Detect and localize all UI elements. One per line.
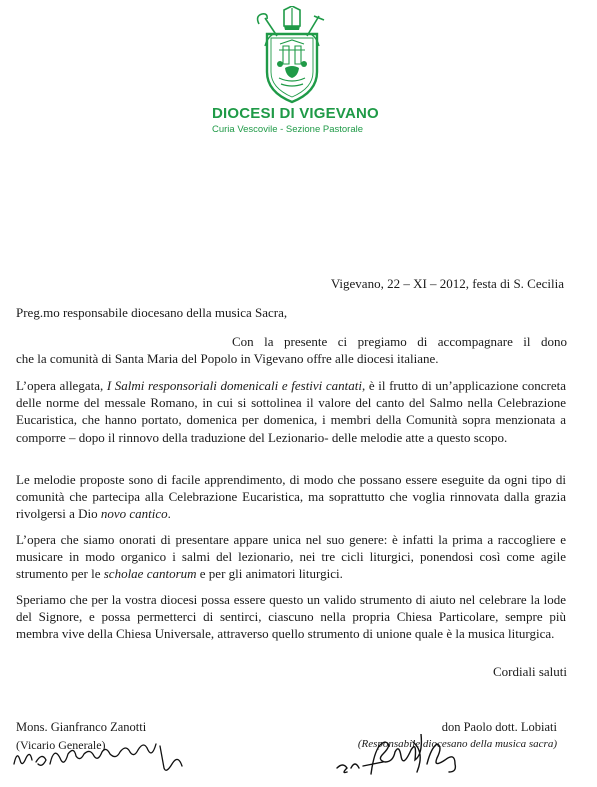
organization-subtitle: Curia Vescovile - Sezione Pastorale — [212, 124, 364, 135]
organization-name: DIOCESI DI VIGEVANO — [212, 105, 379, 122]
paragraph-1-text-a: L’opera allegata, — [16, 378, 107, 393]
handwritten-signature-right — [335, 734, 475, 782]
handwritten-signature-left — [10, 738, 190, 778]
signatory-left-name: Mons. Gianfranco Zanotti — [16, 720, 147, 734]
letter-salutation: Preg.mo responsabile diocesano della musica Sacra, — [16, 305, 288, 320]
signatory-left-role: (Vicario Generale) — [16, 738, 106, 752]
work-title: I Salmi responsoriali domenicali e festivi cantati — [106, 378, 363, 393]
paragraph-1-text-b: , è il frutto di un’applicazione concreta delle norme del messale Romano, in cui si sottolinea il valore del canto del Salmo nella Celebrazione Eucaristica, che hanno portato, domenica per domenica, i membri della Comunità sopra menzionata a comporre – dopo il rinnovo della traduzione del Lezionario- delle melodie atte a questo scopo. — [16, 378, 566, 445]
paragraph-4: Speriamo che per la vostra diocesi possa essere questo un valido strumento di aiuto nel celebrare la lode del Signore, e possa permetterci di sentirci, ciascuno nella propria Chiesa Particolare, sempre più membra vive della Chiesa Universale, attraverso quello strumento di unione quale è la musica liturgica. — [16, 592, 566, 642]
novo-cantico: novo cantico — [100, 506, 168, 522]
paragraph-3-text-b: e per gli animatori liturgici. — [196, 566, 343, 582]
letterhead — [0, 0, 597, 150]
closing-greeting: Cordiali saluti — [492, 664, 567, 679]
paragraph-1 — [16, 377, 566, 446]
signatory-right-name: don Paolo dott. Lobiati — [441, 720, 557, 734]
paragraph-2-text-b: . — [167, 506, 171, 522]
scholae-cantorum: scholae cantorum — [103, 566, 197, 582]
paragraph-3 — [16, 531, 566, 583]
intro-line-2: che la comunità di Santa Maria del Popolo in Vigevano offre alle diocesi italiane. — [16, 351, 439, 366]
paragraph-2 — [16, 471, 566, 523]
paragraph-2-text-a: Le melodie proposte sono di facile apprendimento, di modo che possano essere eseguite da ogni tipo di comunità che partecipa alla Celebrazione Eucaristica, ma soprattutto che voglia rinnovata dalla grazia rivolgersi a Dio — [16, 472, 566, 522]
diocesan-crest-icon — [253, 6, 331, 104]
paragraph-3-text-a: L’opera che siamo onorati di presentare appare unica nel suo genere: è infatti la prima a raccogliere e musicare in modo organico i salmi del lezionario, nei tre cicli liturgici, ponendosi così come agile strumento per le — [16, 532, 566, 582]
intro-line-1: Con la presente ci pregiamo di accompagnare il dono — [232, 334, 567, 349]
signatory-right-role: (Responsabile diocesano della musica sacra) — [357, 738, 557, 750]
letter-date: Vigevano, 22 – XI – 2012, festa di S. Cecilia — [330, 276, 564, 291]
